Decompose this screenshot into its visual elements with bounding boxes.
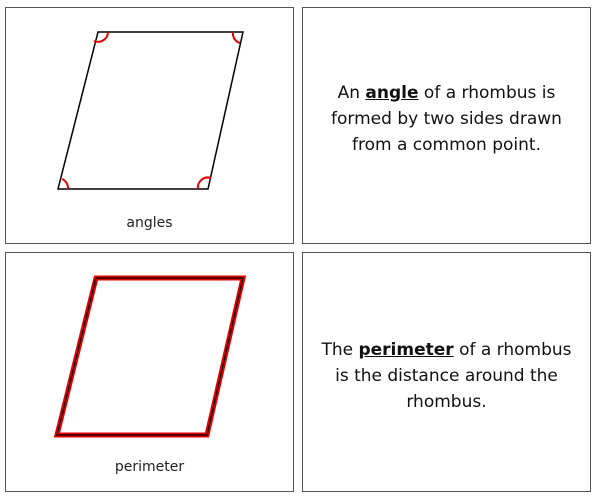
angle-arc-bottom-left <box>62 179 68 189</box>
perimeter-definition-text <box>313 337 580 415</box>
rhombus-angles-diagram <box>6 8 295 245</box>
angle-arc-top-right <box>233 32 240 43</box>
perimeter-picture-card <box>5 252 294 492</box>
definition-lead: The <box>321 340 359 360</box>
angles-picture-card <box>5 7 294 244</box>
definition-rest: of a rhombus is formed by two sides drawn from a common point. <box>331 83 562 155</box>
angles-caption: angles <box>126 215 173 231</box>
perimeter-highlight <box>57 278 243 435</box>
definition-rest: of a rhombus is the distance around the rhombus. <box>335 340 572 412</box>
angle-definition-card <box>302 7 591 244</box>
rhombus-outline <box>57 278 243 435</box>
rhombus-perimeter-diagram <box>6 253 295 493</box>
rhombus-outline <box>58 32 243 189</box>
term-perimeter: perimeter <box>358 340 454 360</box>
term-angle: angle <box>365 83 419 103</box>
angle-definition-text <box>313 80 580 158</box>
definition-lead: An <box>337 83 366 103</box>
perimeter-definition-card <box>302 252 591 492</box>
perimeter-caption: perimeter <box>114 459 185 475</box>
